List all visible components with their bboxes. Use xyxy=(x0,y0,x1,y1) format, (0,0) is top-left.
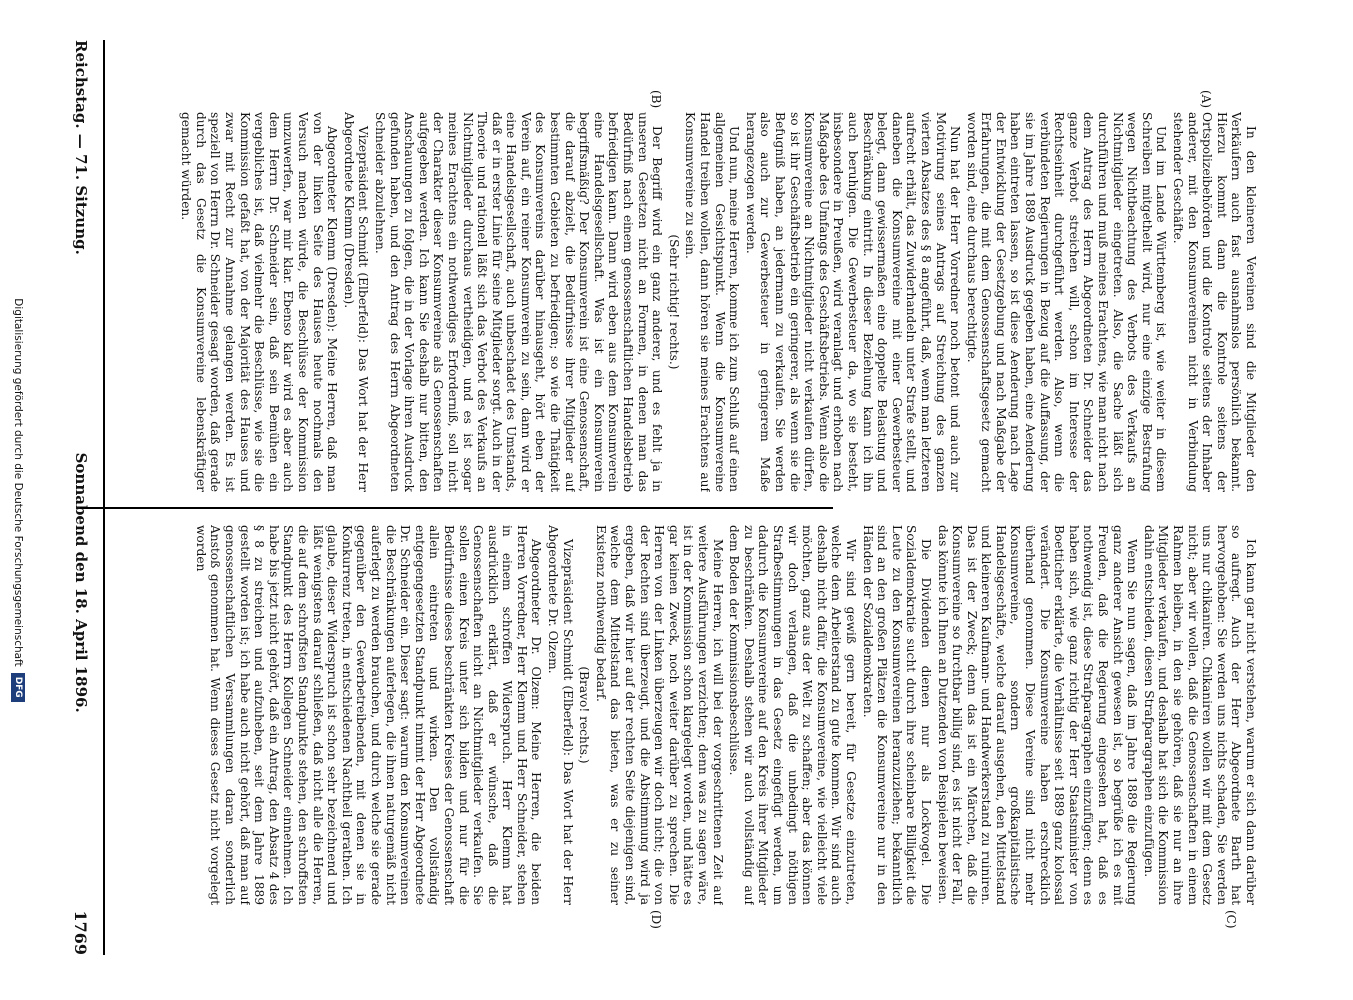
digitization-credit-text: Digitalisierung gefördert durch die Deutsche Forschungsgemeinschaft xyxy=(12,298,24,667)
header-left: Reichstag. — 71. Sitzung. xyxy=(72,40,90,255)
margin-marker-b: (B) xyxy=(649,90,663,109)
paragraph: Die Dividenden dienen nur als Lockvogel. Die Sozialdemokratie sucht durch ihre scheinbare Billigkeit die Leute zu den Konsumvereinen heranzuziehen; bekanntlich sind an den großen Plätzen die Konsumvereine nur in den Händen der Sozialdemokraten. xyxy=(860,525,933,905)
page-header xyxy=(66,40,96,955)
speaker-paragraph: Vizepräsident Schmidt (Elberfeld): Das Wort hat der Herr Abgeordnete Dr. Olzem. xyxy=(546,525,575,905)
header-date: Sonnabend den 18. April 1896. xyxy=(72,452,90,713)
interjection: (Sehr richtig! rechts.) xyxy=(666,234,681,370)
paragraph: Wenn Sie nun sagen, daß im Jahre 1889 die Regierung ganz anderer Ansicht gewesen ist, so begrüße ich es mit Freuden, daß die Regierung eingesehen hat, daß es nothwendig ist, diese Strafparagraphen einzufügen; denn es haben sich, wie ganz richtig der Herr Staatsminister von Boetticher erklärte, die Verhältnisse seit 1889 ganz kolossal verändert. Die Konsumvereine haben erschrecklich überhand genommen. Diese Vereine sind nicht mehr Konsumvereine, sondern großkapitalistische Handelsgeschäfte, welche darauf ausgehen, den Mittelstand und kleineren Kaufmann- und Handwerkerstand zu ruiniren. Das ist der Zweck; denn das ist ein Märchen, daß die Konsumvereine so furchtbar billig sind, es ist nicht der Fall, das könnte ich Ihnen an Dutzenden von Beispielen beweisen. xyxy=(935,525,1140,905)
speaker-paragraph: Abgeordneter Klemm (Dresden): Meine Herren, daß man von der linken Seite des Hauses heute nochmals den Versuch machen würde, die Beschlüsse der Kommission umzuwerfen, war mir klar. Ebenso klar wird es aber auch dem Herrn Dr. Schneider sein, daß sein Bemühen ein vergebliches ist, daß vielmehr die Beschlüsse, wie sie die Kommission gefaßt hat, von der Majorität des Hauses und zwar mit Recht zur Annahme gelangen werden. Es ist speziell von Herrn Dr. Schneider gesagt worden, daß gerade durch das Gesetz die Konsumvereine lebenskräftiger gemacht würden. xyxy=(179,112,340,492)
paragraph: Der Begriff wird ein ganz anderer, und es fehlt ja in unseren Gesetzen nicht an Formen, in denen man das Bedürfniß nach einem genossenschaftlichen Handelsbetrieb befriedigen kann. Dann wird eben aus dem Konsumverein eine Handelsgesellschaft. Was ist ein Konsumverein begriffsmäßig? Der Konsumverein ist eine Genossenschaft, die darauf abzielt, die Bedürfnisse ihrer Mitglieder auf bestimmten Gebieten zu befriedigen; so wie die Thätigkeit des Konsumvereins darüber hinausgeht, hört eben der Verein auf, ein reiner Konsumverein zu sein, dann wird er eine Handelsgesellschaft, auch unbeschadet des Umstands, daß er in erster Linie für seine Mitglieder sorgt. Auch in der Theorie und rationell läßt sich das Verbot des Verkaufs an Nichtmitglieder durchaus vertheidigen, und es ist sogar meines Erachtens ein nothwendiges Erforderniß, soll nicht der Charakter dieser Konsumvereine als Genossenschaften aufgegeben werden. Ich kann Sie deshalb nur bitten, den Anschauungen zu folgen, die in der Vorlage ihren Ausdruck gefunden haben, und den Antrag des Herrn Abgeordneten Schneider abzulehnen. xyxy=(372,112,665,492)
paragraph: Und im Lande Württemberg ist, wie weiter in diesem Schreiben mitgetheilt wird, nur eine einzige Bestrafung wegen Nichtbeachtung des Verbots des Verkaufs an Nichtmitglieder eingetreten. Also, die Sache läßt sich durchführen und muß meines Erachtens, wie man nicht nach dem Antrag des Herrn Abgeordneten Dr. Schneider das ganze Verbot streichen will, schon im Interesse der Rechtseinheit durchgeführt werden. Also, wenn die verbündeten Regierungen in Bezug auf die Auffassung, der sie im Jahre 1889 Ausdruck gegeben haben, eine Aenderung haben eintreten lassen, so ist diese Aenderung nach Lage der Entwicklung der Gesetzgebung und nach Maßgabe der Erfahrungen, die mit dem Genossenschaftsgesetz gemacht worden sind, eine durchaus berechtigte. xyxy=(964,112,1169,492)
margin-marker-c: (C) xyxy=(1224,910,1238,929)
margin-marker-a: (A) xyxy=(1199,90,1213,109)
dfg-logo-icon: DFG xyxy=(11,673,25,702)
interjection: (Bravo! rechts.) xyxy=(577,666,592,764)
speaker-paragraph: Vizepräsident Schmidt (Elberfeld): Das Wort hat der Herr Abgeordnete Klemm (Dresden). xyxy=(341,112,371,492)
digitization-credit xyxy=(8,0,28,1000)
paragraph: Ich kann gar nicht verstehen, warum er sich dann darüber so aufregt. Auch der Herr Abgeordnete Barth hat hervorgehoben: Sie werden uns nichts schaden, Sie werden uns nur chikaniren. Chikaniren wollen wir mit dem Gesetz nicht; aber wir wollen, daß die Genossenschaften in einem Rahmen bleiben, in den sie gehören, daß sie nur an ihre Mitglieder verkaufen, und deshalb hat sich die Kommission dahin entschieden, diesen Strafparagraphen einzufügen. xyxy=(1141,525,1258,905)
margin-marker-d: (D) xyxy=(649,910,663,929)
paragraph: Nun hat der Herr Vorredner noch betont und auch zur Motivirung seines Antrags auf Streichung des ganzen vierten Absatzes des § 8 angeführt, daß, wenn man letzteren aufrecht erhält, das Zuwiderhandeln unter Strafe stellt, und daneben die Konsumvereine mit einer Gewerbesteuer belegt, dann gewissermaßen eine doppelte Belastung und Beschränkung eintritt. In dieser Beziehung kann ich ihn auch beruhigen. Die Gewerbesteuer da, wo sie besteht, insbesondere in Preußen, wird veranlagt und erhoben nach Maßgabe des Umfangs des Geschäftsbetriebs. Wenn also die Konsumvereine an Nichtmitglieder nicht verkaufen dürfen, so ist ihr Geschäftsbetrieb ein geringerer, als wenn sie die Befugniß haben, an jedermann zu verkaufen. Sie werden also auch zur Gewerbesteuer in geringerem Maße herangezogen werden. xyxy=(743,112,963,492)
speaker-paragraph: Abgeordneter Dr. Olzem: Meine Herren, die beiden Herren Vorredner, Herr Klemm und Herr Schneider, stehen in einem schroffen Widerspruch. Herr Klemm hat ausdrücklich erklärt, daß er wünsche, daß die Genossenschaften nicht an Nichtmitglieder verkaufen. Sie sollen einen Kreis unter sich bilden und nur für die Bedürfnisse dieses beschränkten Kreises der Genossenschaft allein eintreten und wirken. Den vollständig entgegengesetzten Standpunkt nimmt der Herr Abgeordnete Dr. Schneider ein. Dieser sagt: warum den Konsumvereinen die Beschränkungen auferlegen, die ihnen naturgemäß nicht auferlegt zu werden brauchen, und durch welche sie gerade gegenüber den Gewerbetreibenden, mit denen sie in Konkurrenz treten, in entschiedenen Nachtheil gerathen. Ich glaube, dieser Widerspruch ist schon sehr bezeichnend und läßt wenigstens darauf schließen, daß nicht alle die Herren, die auf dem schroffsten Standpunkte stehen, den schroffsten Standpunkt des Herrn Kollegen Schneider einnehmen. Ich habe bis jetzt nicht gehört, daß ein Antrag, den Absatz 4 des § 8 zu streichen und aufzuheben, seit dem Jahre 1889 gestellt worden ist; ich habe auch nicht gehört, daß man auf genossenschaftlichen Versammlungen daran sonderlich Anstoß genommen hat. Wenn dieses Gesetz nicht vorgelegt worden xyxy=(193,525,544,905)
left-text-column xyxy=(105,112,1258,492)
paragraph: In den kleineren Vereinen sind die Mitglieder den Verkäufern auch fast ausnahmslos persönlich bekannt. Hierzu kommt dann die Kontrole seitens der Ortspolizeibehörden und die Kontrole seitens der Inhaber anderer, mit den Konsumvereinen nicht in Verbindung stehender Geschäfte. xyxy=(1171,112,1258,492)
page-number: 1769 xyxy=(71,910,91,955)
paragraph: Und nun, meine Herren, komme ich zum Schluß auf einen allgemeinen Gesichtspunkt. Wenn die Konsumvereine Handel treiben wollen, dann hören sie meines Erachtens auf Konsumvereine zu sein. xyxy=(683,112,742,492)
paragraph: Meine Herren, ich will bei der vorgeschrittenen Zeit auf weitere Ausführungen verzichten; denn was zu sagen wäre, ist in der Kommission schon klargelegt worden, und hätte es gar keinen Zweck, noch weiter darüber zu sprechen. Die Herren von der Linken überzeugen wir doch nicht; die von der Rechten sind überzeugt, und die Abstimmung wird ja ergeben, daß wir hier auf der rechten Seite diejenigen sind, welche dem Mittelstand das bieten, was er zu seiner Existenz nothwendig bedarf. xyxy=(593,525,725,905)
paragraph: Wir sind gewiß gern bereit, für Gesetze einzutreten, welche dem Arbeiterstand zu gute kommen. Wir sind auch deshalb nicht dafür, die Konsumvereine, wie vielleicht viele möchten, ganz aus der Welt zu schaffen; aber das können wir doch verlangen, daß die unbedingt nöthigen Strafbestimmungen in das Gesetz eingefügt werden, um dadurch die Konsumvereine auf den Kreis ihrer Mitglieder zu beschränken. Deshalb stehen wir auch vollständig auf dem Boden der Kommissionsbeschlüsse. xyxy=(727,525,858,905)
right-text-column xyxy=(105,525,1258,905)
column-divider xyxy=(80,507,833,509)
